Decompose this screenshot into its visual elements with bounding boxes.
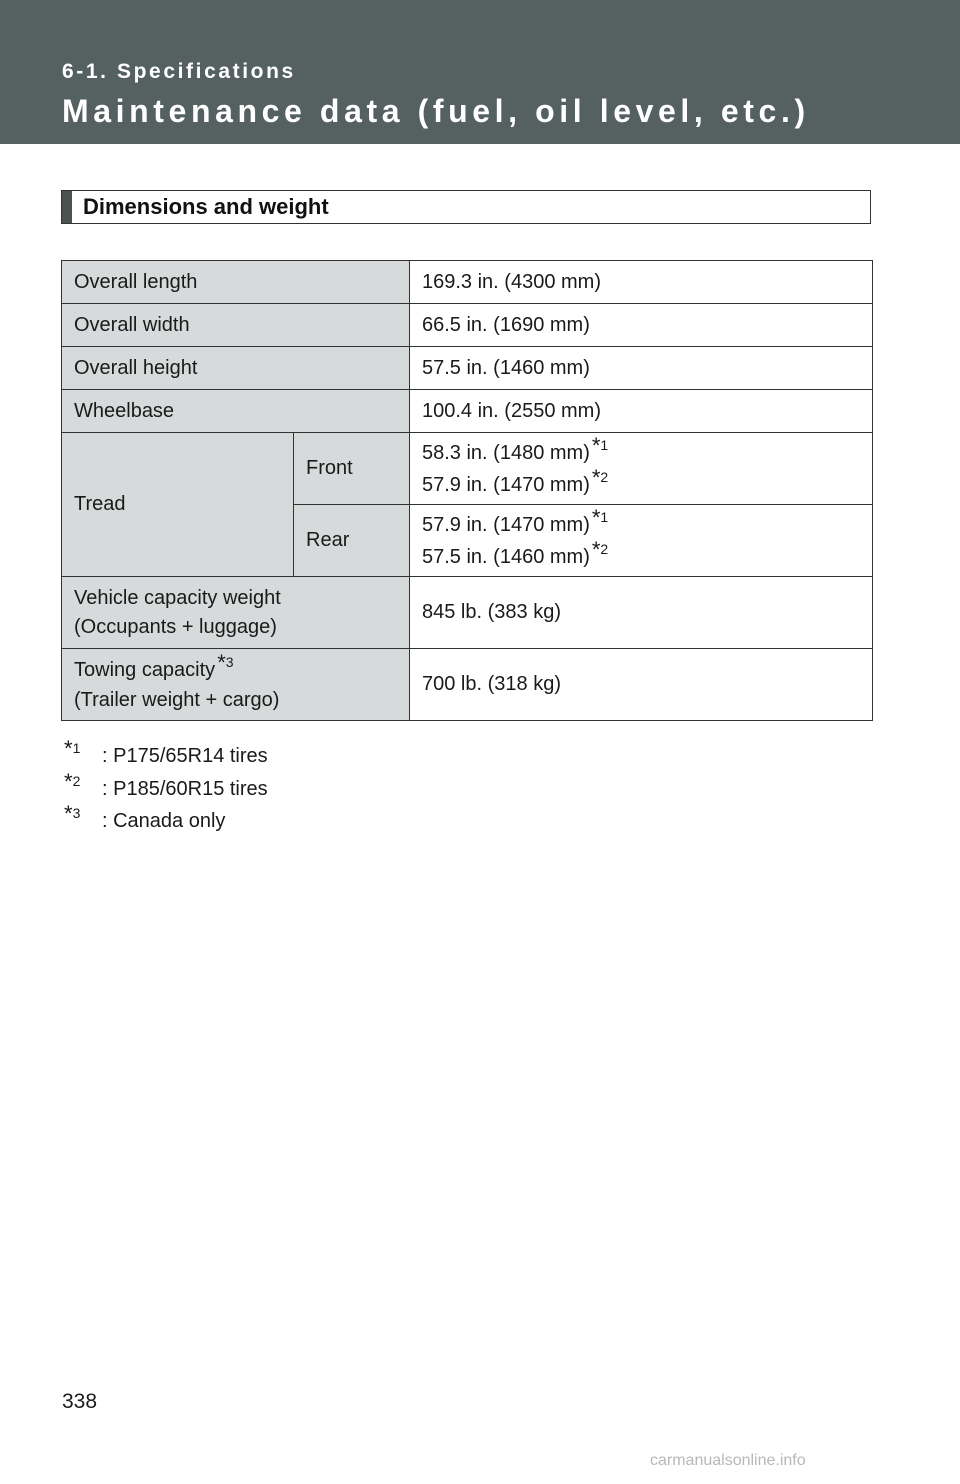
page-header <box>0 0 960 144</box>
dimensions-table <box>61 260 873 721</box>
watermark: carmanualsonline.info <box>650 1452 806 1469</box>
table-row <box>62 390 873 433</box>
tread-label: Tread <box>62 433 294 577</box>
table-row <box>62 649 873 721</box>
table-row <box>62 261 873 304</box>
subheading-text: Dimensions and weight <box>83 194 329 219</box>
footnote: *$^2$ : P185/60R15 tires <box>64 768 268 800</box>
subheading-bar <box>62 191 72 223</box>
row-label: Overall length <box>62 261 410 304</box>
towing-capacity-value: 700 lb. (318 kg) <box>410 649 873 721</box>
table-row <box>62 304 873 347</box>
tread-front-label: Front <box>294 433 410 505</box>
value-line: 57.9 in. (1470 mm)*$^1$ <box>422 504 609 536</box>
row-value: 169.3 in. (4300 mm) <box>410 261 873 304</box>
page-number: 338 <box>62 1390 98 1413</box>
section-label: 6-1. Specifications <box>62 60 296 83</box>
tread-rear-label: Rear <box>294 505 410 577</box>
row-label: Overall width <box>62 304 410 347</box>
row-value: 66.5 in. (1690 mm) <box>410 304 873 347</box>
table-row <box>62 577 873 649</box>
row-value: 57.5 in. (1460 mm) <box>410 347 873 390</box>
footnote: *$^1$ : P175/65R14 tires <box>64 736 268 767</box>
value-line: 57.5 in. (1460 mm)*$^2$ <box>422 536 609 568</box>
footnotes <box>62 736 268 838</box>
vehicle-capacity-value: 845 lb. (383 kg) <box>410 577 873 649</box>
table-row <box>62 433 873 505</box>
value-line: 57.9 in. (1470 mm)*$^2$ <box>422 464 609 496</box>
tread-front-values <box>410 433 873 505</box>
row-label: Overall height <box>62 347 410 390</box>
towing-capacity-label: Towing capacity*$^3$ (Trailer weight + cargo) <box>62 649 410 721</box>
footnote: *$^3$ : Canada only <box>64 801 226 832</box>
page-title: Maintenance data (fuel, oil level, etc.) <box>62 93 810 129</box>
subheading-box <box>61 190 871 224</box>
table-row <box>62 347 873 390</box>
value-line: 58.3 in. (1480 mm)*$^1$ <box>422 432 609 464</box>
row-label: Wheelbase <box>62 390 410 433</box>
vehicle-capacity-label: Vehicle capacity weight (Occupants + luggage) <box>62 577 410 649</box>
row-value: 100.4 in. (2550 mm) <box>410 390 873 433</box>
tread-rear-values <box>410 505 873 577</box>
